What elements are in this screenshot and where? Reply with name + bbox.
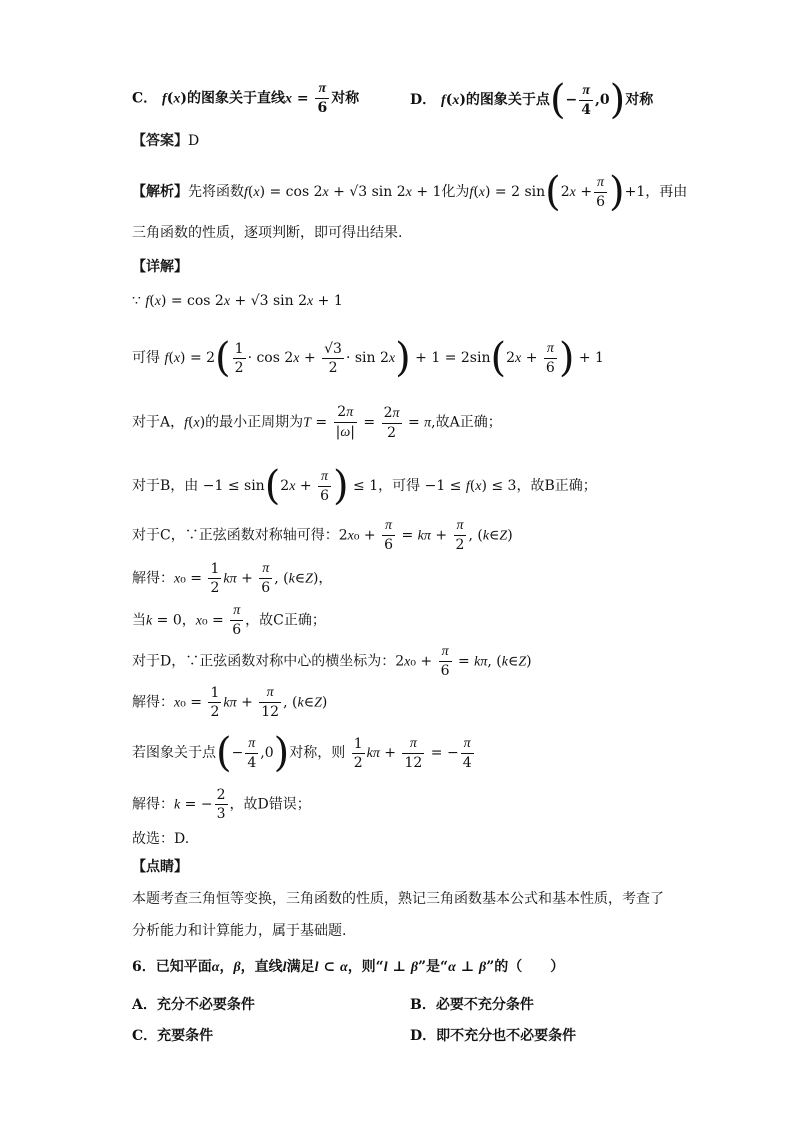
detail-tag: 【详解】 bbox=[132, 259, 188, 275]
answer-tag: 【答案】 bbox=[132, 133, 188, 149]
option-c-prev: C． f(x)的图象关于直线x = $\frac{\pi}{6}$ 对称 bbox=[132, 81, 360, 116]
detail-l2: 可得 f(x) = 2( $\frac{1}{2}$ · cos 2x + $\frac{√3}{2}$ · sin 2x) + 1 = 2sin(2x + $\frac{\pi}{6}$ ) + 1 bbox=[132, 335, 604, 381]
detail-l5: 对于C，∵正弦函数对称轴可得：2x₀ + $\frac{\pi}{6}$ = kπ + $\frac{\pi}{2}$ , (k∈Z) bbox=[132, 518, 513, 553]
answer-value: D bbox=[188, 133, 200, 149]
detail-l6: 解得：x₀ = $\frac{1}{2}$ kπ + $\frac{\pi}{6}$ , (k∈Z)， bbox=[132, 561, 333, 596]
analysis-line-2: 三角函数的性质，逐项判断，即可得出结果. bbox=[132, 225, 403, 241]
question6-option-c[interactable]: C．充要条件 bbox=[132, 1028, 214, 1044]
detail-l8: 对于D，∵正弦函数对称中心的横坐标为：2x₀ + $\frac{\pi}{6}$ = kπ, (k∈Z) bbox=[132, 644, 532, 679]
remark-line-1: 本题考查三角恒等变换，三角函数的性质，熟记三角函数基本公式和基本性质，考查了 bbox=[132, 891, 664, 907]
detail-l11: 解得：k = − $\frac{2}{3}$ ，故D错误； bbox=[132, 787, 311, 822]
question6-option-a[interactable]: A．充分不必要条件 bbox=[132, 997, 255, 1013]
option-d-prev: D． f(x)的图象关于点(− $\frac{\pi}{4}$ ,0)对称 bbox=[410, 77, 654, 123]
option-d-text: D． bbox=[410, 92, 437, 108]
detail-l1: ∵ f(x) = cos 2x + √3 sin 2x + 1 bbox=[132, 293, 343, 309]
remark-line-2: 分析能力和计算能力，属于基础题. bbox=[132, 923, 347, 939]
detail-l12: 故选：D. bbox=[132, 831, 190, 847]
question6-option-b[interactable]: B．必要不充分条件 bbox=[410, 997, 534, 1013]
analysis-tag: 【解析】 bbox=[132, 184, 188, 200]
remark-tag: 【点睛】 bbox=[132, 859, 188, 875]
analysis-line-1: 【解析】先将函数f(x) = cos 2x + √3 sin 2x + 1化为f(x) = 2 sin(2x + $\frac{\pi}{6}$ )+1，再由 bbox=[132, 169, 688, 215]
question6-option-d[interactable]: D．即不充分也不必要条件 bbox=[410, 1028, 577, 1044]
option-c-text: C． bbox=[132, 90, 158, 107]
answer-line bbox=[132, 130, 199, 152]
detail-l7: 当k = 0，x₀ = $\frac{\pi}{6}$ ，故C正确； bbox=[132, 603, 326, 638]
detail-l10: 若图象关于点(− $\frac{\pi}{4}$ ,0)对称，则 $\frac{1}{2}$ kπ + $\frac{\pi}{12}$ = − $\frac{\pi}{4}$ bbox=[132, 730, 472, 776]
question6-stem: 6．已知平面α，β，直线l满足l ⊂ α，则“l ⊥ β”是“α ⊥ β”的（ ） bbox=[132, 959, 565, 975]
detail-l4: 对于B，由 −1 ≤ sin(2x + $\frac{\pi}{6}$ ) ≤ 1，可得 −1 ≤ f(x) ≤ 3，故B正确； bbox=[132, 463, 597, 509]
detail-l3: 对于A，f(x)的最小正周期为T = $\frac{2\pi}{|\omega|}$ = $\frac{2\pi}{2}$ = π,故A正确； bbox=[132, 404, 502, 441]
detail-l9: 解得：x₀ = $\frac{1}{2}$ kπ + $\frac{\pi}{12}$ , (k∈Z) bbox=[132, 685, 328, 720]
